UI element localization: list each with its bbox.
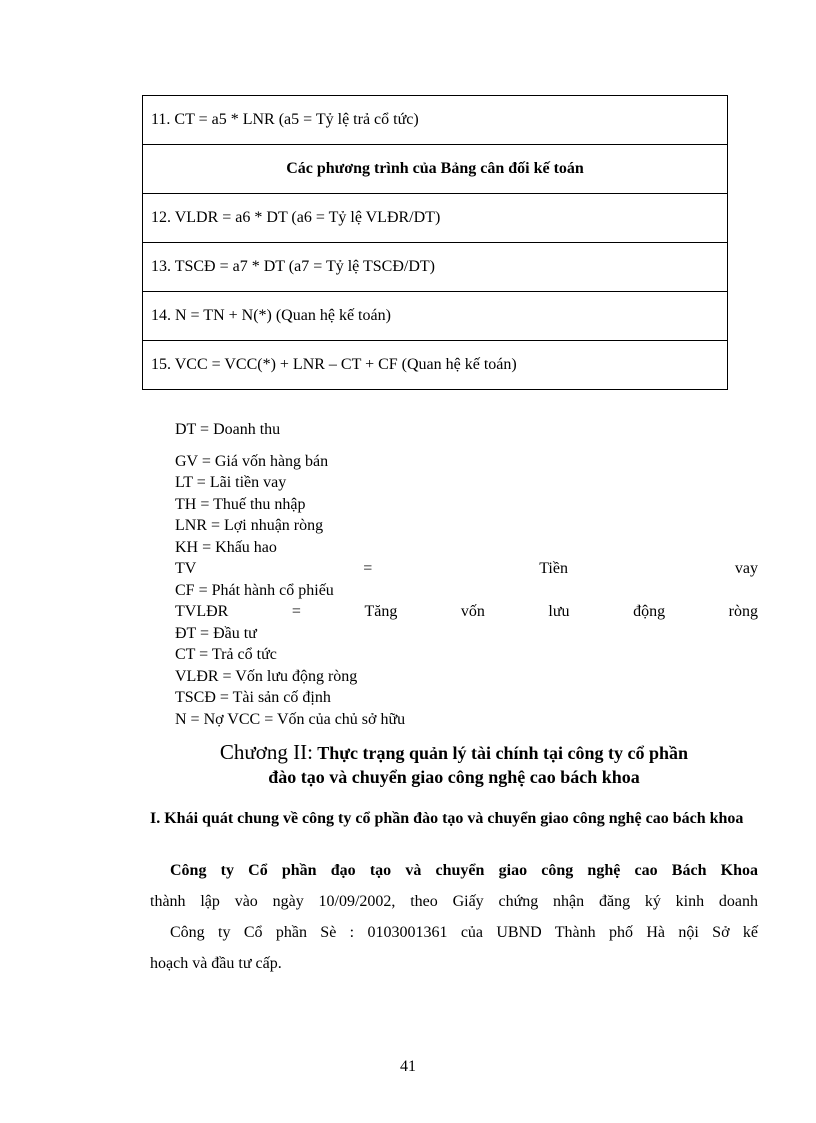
definition-lt: LT = Lãi tiền vay — [175, 474, 287, 491]
definition-word: Tiền — [539, 560, 568, 577]
definition-word: = — [363, 560, 373, 577]
definition-word: lưu — [548, 603, 570, 620]
paragraph-text: hoạch và đầu tư cấp. — [150, 955, 282, 972]
definition-vldr: VLĐR = Vốn lưu động ròng — [175, 667, 358, 685]
definition-word: ròng — [728, 603, 758, 620]
definition-ct: CT = Trả cổ tức — [175, 646, 277, 663]
definition-th: TH = Thuế thu nhập — [175, 495, 306, 513]
chapter-title-line2: đào tạo và chuyển giao công nghệ cao bách khoa — [268, 767, 640, 787]
definition-word: động — [633, 603, 666, 620]
definition-word: = — [291, 603, 301, 620]
paragraph-text: thành lập vào ngày — [150, 893, 304, 910]
chapter-heading-line1 — [150, 740, 758, 765]
equation-row: 14. N = TN + N(*) (Quan hệ kế toán) — [143, 292, 728, 341]
paragraph-line — [150, 948, 758, 979]
definition-dautu: ĐT = Đầu tư — [175, 624, 257, 642]
paragraph-line — [150, 917, 758, 948]
equation-row: 12. VLDR = a6 * DT (a6 = Tỷ lệ VLĐR/DT) — [143, 194, 728, 243]
equation-row: 13. TSCĐ = a7 * DT (a7 = Tỷ lệ TSCĐ/DT) — [143, 243, 728, 292]
definition-kh: KH = Khấu hao — [175, 538, 277, 556]
definition-word: vay — [734, 560, 758, 577]
equation-row: 15. VCC = VCC(*) + LNR – CT + CF (Quan hệ kế toán) — [143, 341, 728, 390]
definition-tvldr — [175, 601, 758, 623]
definition-dt: DT = Doanh thu — [175, 421, 281, 438]
table-section-heading: Các phương trình của Bảng cân đối kế toán — [143, 145, 728, 194]
paragraph-line — [150, 855, 758, 886]
chapter-number: Chương II: — [219, 740, 313, 764]
definition-tscd: TSCĐ = Tài sản cố định — [175, 689, 331, 706]
definition-gv: GV = Giá vốn hàng bán — [175, 452, 329, 470]
company-name: Công ty Cổ phần đạo tạo và chuyển giao công nghệ cao Bách Khoa — [170, 862, 758, 879]
definitions-list — [175, 419, 758, 730]
chapter-heading — [150, 740, 758, 789]
definition-n-vcc: N = Nợ VCC = Vốn của chủ sở hữu — [175, 710, 406, 728]
paragraph-text: , theo Giấy chứng nhận đăng ký kinh doanh — [391, 893, 759, 910]
equations-table — [142, 95, 728, 390]
paragraph-line — [150, 886, 758, 917]
definition-word: Tăng — [364, 603, 398, 620]
founding-date: 10/09/2002 — [318, 893, 392, 910]
section-heading: I. Khái quát chung về công ty cổ phần đào tạo và chuyển giao công nghệ cao bách khoa — [150, 810, 744, 827]
chapter-title-line1: Thực trạng quản lý tài chính tại công ty cổ phần — [317, 743, 689, 763]
definition-word: TV — [175, 560, 197, 577]
page-number: 41 — [400, 1058, 416, 1075]
definition-word: TVLĐR — [175, 603, 229, 620]
definition-cf: CF = Phát hành cổ phiếu — [175, 581, 334, 599]
paragraph-text: Công ty Cổ phần Sè : 0103001361 của UBND Thành phố Hà nội Sở kế — [170, 924, 758, 941]
equation-row: 11. CT = a5 * LNR (a5 = Tỷ lệ trả cổ tức) — [143, 96, 728, 145]
definition-tv — [175, 558, 758, 580]
definition-word: vốn — [460, 603, 485, 620]
definition-lnr: LNR = Lợi nhuận ròng — [175, 517, 324, 534]
body-paragraph — [150, 855, 758, 979]
